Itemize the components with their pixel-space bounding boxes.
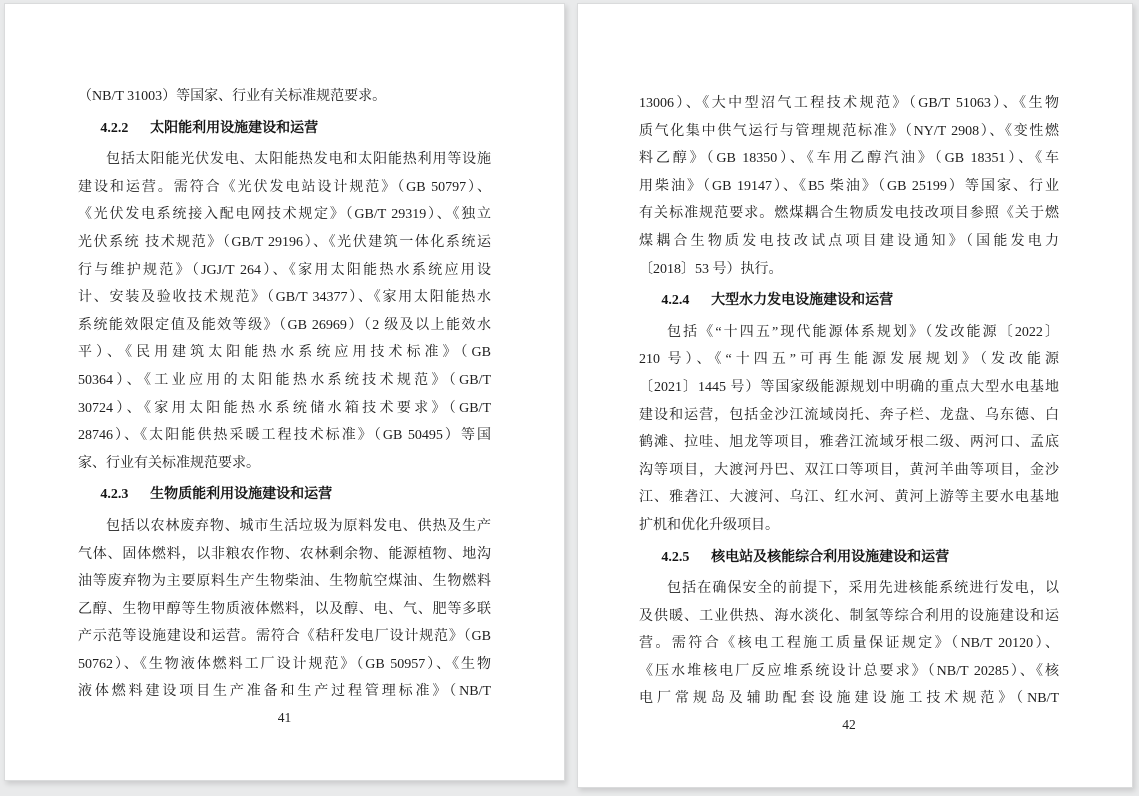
text-line: 气体、固体燃料，以非粮农作物、农林剩余物、能源植物、地沟 — [78, 546, 491, 562]
section-number: 4.2.4 — [661, 293, 690, 309]
text-line: 28746）、《太阳能供热采暖工程技术标准》（GB 50495）等国 — [78, 428, 491, 444]
text-line: 50762）、《生物液体燃料工厂设计规范》（GB 50957）、《生物 — [78, 656, 491, 672]
text-line: 包括太阳能光伏发电、太阳能热发电和太阳能热利用等设施 — [106, 152, 491, 168]
text-line: （NB/T 31003）等国家、行业有关标准规范要求。 — [78, 89, 387, 104]
section-number: 4.2.2 — [100, 120, 129, 136]
text-line: 系统能效限定值及能效等级》（GB 26969）（2 级及以上能效水 — [78, 317, 491, 333]
text-line: 50364）、《工业应用的太阳能热水系统技术规范》（GB/T — [78, 372, 491, 388]
section-title: 核电站及核能综合利用设施建设和运营 — [711, 549, 950, 565]
section-heading-4-2-2 — [78, 115, 491, 143]
text-line: 光伏系统 技术规范》（GB/T 29196）、《光伏建筑一体化系统运 — [78, 234, 491, 250]
text-column — [639, 90, 1059, 733]
text-line: 沟等项目，大渡河丹巴、双江口等项目，黄河羊曲等项目，金沙 — [639, 462, 1059, 478]
text-line: 〔2018〕53 号）执行。 — [639, 261, 783, 277]
text-line: 《光伏发电系统接入配电网技术规定》（GB/T 29319）、《独立 — [78, 207, 491, 223]
text-line: 有关标准规范要求。燃煤耦合生物质发电技改项目参照《关于燃 — [639, 206, 1059, 222]
text-line: 包括《“十四五”现代能源体系规划》（发改能源〔2022〕 — [667, 324, 1059, 340]
page-number: 41 — [277, 710, 292, 726]
text-line: 用柴油》（GB 19147）、《B5 柴油》（GB 25199）等国家、行业 — [639, 178, 1059, 194]
text-line: 营。需符合《核电工程施工质量保证规定》（NB/T 20120）、 — [639, 636, 1059, 652]
section-heading-4-2-5 — [639, 544, 1059, 572]
text-line: 行与维护规范》（JGJ/T 264）、《家用太阳能热水系统应用设 — [78, 262, 491, 278]
text-line: 及供暖、工业供热、海水淡化、制氢等综合利用的设施建设和运 — [639, 608, 1059, 624]
text-line: 13006）、《大中型沼气工程技术规范》（GB/T 51063）、《生物 — [639, 96, 1059, 111]
text-line: 包括在确保安全的前提下，采用先进核能系统进行发电，以 — [667, 581, 1059, 597]
text-line: 《压水堆核电厂反应堆系统设计总要求》（NB/T 20285）、《核 — [639, 663, 1059, 679]
text-line: 江、雅砻江、大渡河、乌江、红水河、黄河上游等主要水电基地 — [639, 490, 1059, 506]
text-line: 鹤滩、拉哇、旭龙等项目，雅砻江流域牙根二级、两河口、孟底 — [639, 435, 1059, 451]
text-line: 料乙醇》（GB 18350）、《车用乙醇汽油》（GB 18351）、《车 — [639, 151, 1059, 167]
text-line: 电厂常规岛及辅助配套设施建设施工技术规范》（NB/T — [639, 691, 1059, 707]
text-line: 210 号）、《“十四五”可再生能源发展规划》（发改能源 — [639, 352, 1059, 368]
text-line: 煤耦合生物质发电技改试点项目建设通知》（国能发电力 — [639, 233, 1059, 249]
text-line: 液体燃料建设项目生产准备和生产过程管理标准》（NB/T — [78, 684, 491, 700]
section-heading-4-2-4 — [639, 287, 1059, 315]
section-title: 太阳能利用设施建设和运营 — [150, 120, 319, 136]
text-column — [78, 83, 491, 726]
text-line: 产示范等设施建设和运营。需符合《秸秆发电厂设计规范》（GB — [78, 629, 491, 645]
section-number: 4.2.3 — [100, 487, 129, 503]
text-line: 建设和运营，包括金沙江流域岗托、奔子栏、龙盘、乌东德、白 — [639, 407, 1059, 423]
text-line: 30724）、《家用太阳能热水系统储水箱技术要求》（GB/T — [78, 400, 491, 416]
section-title: 大型水力发电设施建设和运营 — [711, 293, 894, 309]
text-line: 扩机和优化升级项目。 — [639, 517, 779, 533]
text-line: 油等废弃物为主要原料生产生物柴油、生物航空煤油、生物燃料 — [78, 574, 491, 590]
section-number: 4.2.5 — [661, 549, 690, 565]
text-line: 家、行业有关标准规范要求。 — [78, 455, 260, 471]
document-page-42 — [577, 3, 1133, 788]
document-page-41 — [4, 3, 565, 781]
text-line: 包括以农林废弃物、城市生活垃圾为原料发电、供热及生产 — [106, 518, 491, 534]
page-number: 42 — [842, 717, 856, 733]
text-line: 平）、《民用建筑太阳能热水系统应用技术标准》（GB — [78, 345, 491, 361]
text-line: 质气化集中供气运行与管理规范标准》（NY/T 2908）、《变性燃 — [639, 123, 1059, 139]
text-line: 建设和运营。需符合《光伏发电站设计规范》（GB 50797）、 — [78, 179, 491, 195]
section-title: 生物质能利用设施建设和运营 — [150, 487, 333, 503]
section-heading-4-2-3 — [78, 481, 491, 509]
text-line: 〔2021〕1445 号）等国家级能源规划中明确的重点大型水电基地 — [639, 379, 1059, 395]
text-line: 乙醇、生物甲醇等生物质液体燃料，以及醇、电、气、肥等多联 — [78, 601, 491, 617]
text-line: 计、安装及验收技术规范》（GB/T 34377）、《家用太阳能热水 — [78, 290, 491, 306]
